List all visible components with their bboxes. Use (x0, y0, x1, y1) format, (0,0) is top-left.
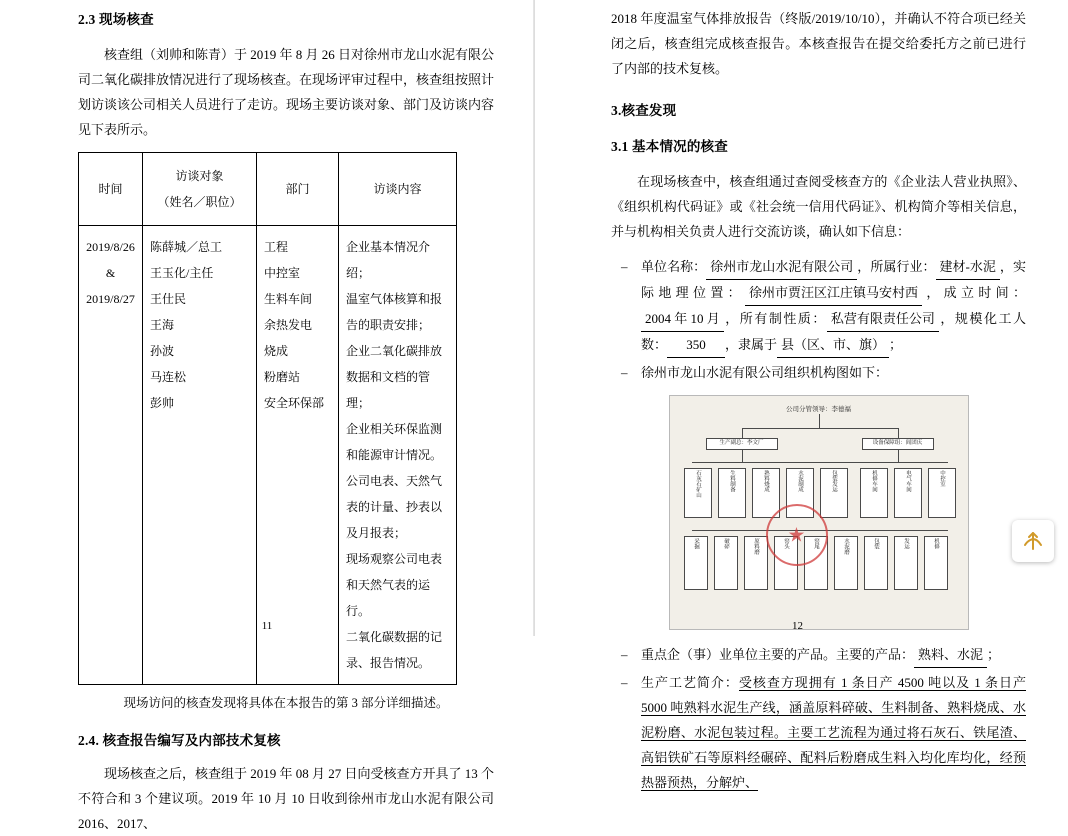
org-box-label: 石灰石矿山 (695, 470, 701, 498)
org-line (819, 414, 820, 428)
dept-item: 粉磨站 (264, 370, 301, 384)
left-section-title: 2.3 现场核查 (78, 12, 154, 27)
dept-item: 中控室 (264, 266, 301, 280)
org-chart-title: 公司分管领导：李德福 (786, 406, 851, 413)
field-jurisdiction: 县（区、市、旗） (777, 332, 889, 358)
content-item: 二氧化碳数据的记录、报告情况。 (346, 630, 443, 670)
page-number-right: 12 (792, 620, 803, 632)
org-box-label: 机修 (933, 538, 939, 549)
field-ownership: 私营有限责任公司 (827, 306, 939, 332)
field-employees: 350 (667, 332, 725, 358)
th-time: 时间 (79, 153, 143, 226)
org-box-label: 原料磨 (753, 538, 759, 555)
org-box: 设备保障组：阎团庆 (862, 438, 934, 450)
field-location: 徐州市贾汪区江庄镇马安村西 (745, 280, 922, 306)
org-line (742, 428, 743, 438)
left-paragraph-1: 核查组（刘帅和陈青）于 2019 年 8 月 26 日对徐州市龙山水泥有限公司二氧化碳排放情况进行了现场核查。在现场评审过程中，核查组按照计划访谈该公司相关人员进行了走访。现场主要访谈对象、部门及访谈内容见下表所示。 (78, 47, 495, 137)
dept-item: 烧成 (264, 344, 289, 358)
scroll-to-top-button[interactable] (1012, 520, 1054, 562)
org-box (718, 468, 746, 518)
org-box-label: 中控室 (939, 470, 945, 487)
field-main-products: 熟料、水泥 (914, 642, 987, 668)
cell-contents (339, 226, 457, 685)
right-section-title: 3.核查发现 (611, 103, 677, 118)
content-item: 企业二氧化碳排放数据和文档的管理； (346, 344, 443, 410)
org-line (898, 428, 899, 438)
person-item: 彭帅 (150, 396, 175, 410)
field-founded: 2004 年 10 月 (641, 306, 724, 332)
dept-item: 余热发电 (264, 318, 313, 332)
content-item: 公司电表、天然气表的计量、抄表以及月报表； (346, 474, 443, 540)
field-process-description: 受核查方现拥有 1 条日产 4500 吨以及 1 条日产 5000 吨熟料水泥生产线，涵盖原料碎破、生料制备、熟料烧成、水泥粉磨、水泥包装过程。主要工艺流程为通过将石灰石、铁尾渣、高铝铁矿石等原料经碾碎、配料后粉磨成生料入均化库均化，经预热器预热，分解炉、 (641, 675, 1026, 790)
bullet-text-plain: ； (889, 337, 903, 352)
field-company-name: 徐州市龙山水泥有限公司 (706, 254, 857, 280)
org-box-label: 发运 (903, 538, 909, 549)
page-left (0, 0, 534, 831)
list-item (611, 642, 1026, 668)
bullet-text-plain: ，实际地理位置： (641, 259, 1026, 300)
org-box-label: 水泥制成 (797, 470, 803, 492)
org-chart-image (669, 395, 969, 630)
th-dept: 部门 (257, 153, 339, 226)
cell-time (79, 226, 143, 685)
right-paragraph-1: 在现场核查中，核查组通过查阅受核查方的《企业法人营业执照》、《组织机构代码证》或《社会统一信用代码证》、机构简介等相关信息，并与机构相关负责人进行交流访谈，确认如下信息： (611, 174, 1026, 239)
table-caption: 现场访问的核查发现将具体在本报告的第 3 部分详细描述。 (123, 696, 449, 710)
org-line (742, 450, 743, 462)
org-box-label: 包装发运 (831, 470, 837, 492)
org-box-label: 机修车间 (871, 470, 877, 492)
org-box-label: 包装 (873, 538, 879, 549)
list-item (611, 360, 1026, 385)
page-right (534, 0, 1068, 790)
dept-item: 安全环保部 (264, 396, 325, 410)
bullet-text-plain: ，隶属于 (725, 337, 778, 352)
field-industry: 建材-水泥 (936, 254, 1000, 280)
page-number-left: 11 (261, 620, 273, 632)
org-box: 生产副总：李文厂 (706, 438, 778, 450)
red-seal-stamp (766, 504, 828, 566)
bullet-text-plain: ，所属行业： (857, 259, 936, 274)
person-item: 陈薛城／总工 (150, 240, 223, 254)
org-box (684, 536, 708, 590)
org-box (894, 468, 922, 518)
list-item (611, 670, 1026, 795)
person-item: 孙波 (150, 344, 175, 358)
org-line (692, 462, 948, 463)
th-person-main: 访谈对象 (175, 169, 224, 183)
org-box-label: 电气车间 (905, 470, 911, 492)
org-box-label: 破碎 (723, 538, 729, 549)
org-line (898, 450, 899, 462)
left-section-title-2: 2.4. 核查报告编写及内部技术复核 (78, 733, 281, 748)
th-person (143, 153, 257, 226)
content-item: 企业基本情况介绍； (346, 240, 431, 280)
cell-persons (143, 226, 257, 685)
dept-item: 生料车间 (264, 292, 313, 306)
info-bullet-list-bottom (611, 642, 1026, 795)
org-box (714, 536, 738, 590)
content-item: 温室气体核算和报告的职责安排； (346, 292, 443, 332)
th-content: 访谈内容 (339, 153, 457, 226)
bullet-text-plain: ，成立时间： (922, 285, 1026, 300)
time-line-2: & (105, 266, 116, 280)
org-box (924, 536, 948, 590)
content-item: 企业相关环保监测和能源审计情况。 (346, 422, 443, 462)
org-box (894, 536, 918, 590)
person-item: 王海 (150, 318, 175, 332)
bullet-text-plain: ； (987, 647, 1001, 662)
org-box (928, 468, 956, 518)
org-box (744, 536, 768, 590)
person-item: 王玉化/主任 (150, 266, 214, 280)
list-item (611, 254, 1026, 358)
bullet-text-plain: 单位名称： (641, 259, 707, 274)
left-paragraph-2: 现场核查之后，核查组于 2019 年 08 月 27 日向受核查方开具了 13 个不符合和 3 个建议项。2019 年 10 月 10 日收到徐州市龙山水泥有限公司 2016、2017、 (78, 766, 495, 831)
table-row (79, 226, 457, 685)
org-box-label: 窑头 (783, 538, 789, 549)
org-box (860, 468, 888, 518)
dept-item: 工程 (264, 240, 289, 254)
org-box (820, 468, 848, 518)
content-item: 现场观察公司电表和天然气表的运行。 (346, 552, 443, 618)
time-line-1: 2019/8/26 (86, 240, 135, 254)
org-box (684, 468, 712, 518)
person-item: 王仕民 (150, 292, 187, 306)
th-person-sub: （姓名／职位） (157, 195, 242, 209)
cell-depts (257, 226, 339, 685)
bullet-text-plain: 生产工艺简介： (641, 675, 739, 690)
interview-table (78, 152, 457, 685)
bullet-text-plain: 重点企（事）业单位主要的产品。主要的产品： (641, 647, 915, 662)
right-subsection-title: 3.1 基本情况的核查 (611, 139, 728, 154)
bullet-text-plain: ，规模化工人数： (641, 311, 1026, 352)
org-box (834, 536, 858, 590)
info-bullet-list (611, 254, 1026, 385)
scroll-to-top-icon (1020, 528, 1046, 554)
org-box-label: 窑尾 (813, 538, 819, 549)
org-box (752, 468, 780, 518)
org-line (742, 428, 898, 429)
right-paragraph-top: 2018 年度温室气体排放报告（终版/2019/10/10），并确认不符合项已经关闭之后，核查组完成核查报告。本核查报告在提交给委托方之前已进行了内部的技术复核。 (611, 11, 1026, 76)
org-box-label: 采掘 (693, 538, 699, 549)
org-box (864, 536, 888, 590)
bullet-text-plain: ，所有制性质： (723, 311, 827, 326)
person-item: 马连松 (150, 370, 187, 384)
org-box-label: 水泥磨 (843, 538, 849, 555)
bullet-text-plain: 徐州市龙山水泥有限公司组织机构图如下： (641, 365, 889, 380)
time-line-3: 2019/8/27 (86, 292, 135, 306)
table-header-row (79, 153, 457, 226)
org-box-label: 熟料烧成 (763, 470, 769, 492)
org-box-label: 生料制备 (729, 470, 735, 492)
